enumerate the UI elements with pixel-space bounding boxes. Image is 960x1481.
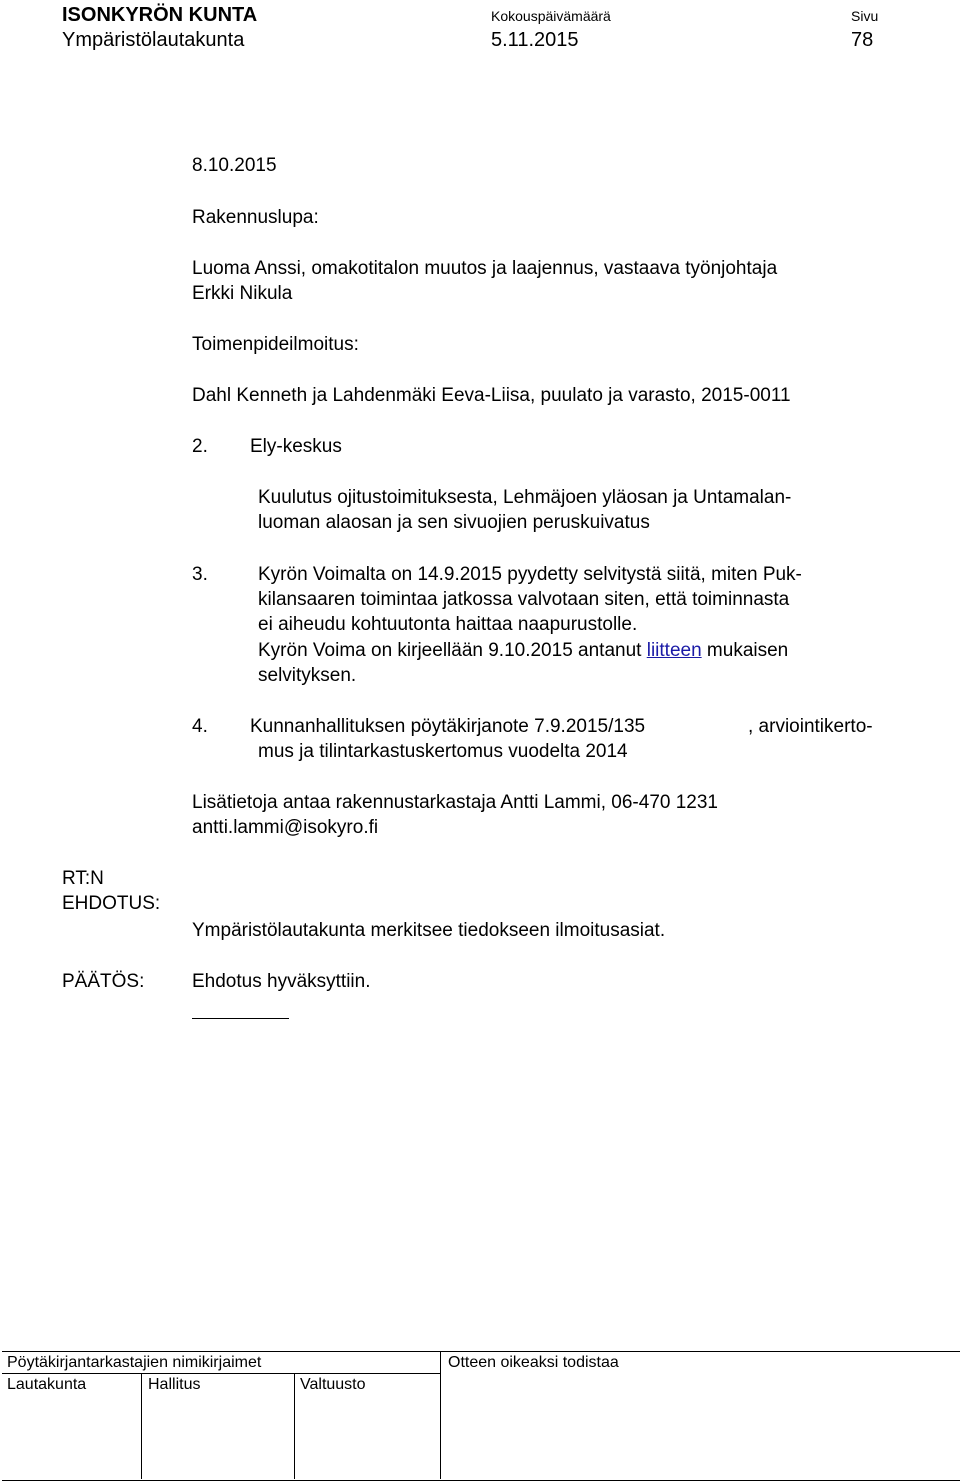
- signatures-heading: Pöytäkirjantarkastajien nimikirjaimet: [7, 1354, 262, 1371]
- certified-heading: Otteen oikeaksi todistaa: [448, 1354, 619, 1371]
- contact-line1: Lisätietoja antaa rakennustarkastaja Antti Lammi, 06-470 1231: [192, 792, 718, 813]
- decision-label: PÄÄTÖS:: [62, 971, 145, 992]
- item2-title: Ely-keskus: [250, 436, 342, 457]
- item3-line3: ei aiheudu kohtuutonta haittaa naapurustolle.: [258, 614, 638, 635]
- notice-text: Dahl Kenneth ja Lahdenmäki Eeva-Liisa, puulato ja varasto, 2015-0011: [192, 385, 791, 406]
- proposal-text: Ympäristölautakunta merkitsee tiedokseen ilmoitusasiat.: [192, 920, 666, 941]
- item4-line1b: , arviointikerto-: [748, 716, 873, 737]
- item4-line1a: Kunnanhallituksen pöytäkirjanote 7.9.2015/135: [250, 716, 646, 737]
- contact-email: antti.lammi@isokyro.fi: [192, 817, 379, 838]
- organization-name: ISONKYRÖN KUNTA: [62, 4, 258, 26]
- item4-line2: mus ja tilintarkastuskertomus vuodelta 2014: [258, 741, 628, 762]
- attachment-link[interactable]: liitteen: [646, 640, 702, 661]
- end-rule: [192, 1018, 289, 1019]
- signature-footer: [2, 1351, 960, 1481]
- proposal-label-line1: RT:N: [62, 868, 104, 889]
- page-label: Sivu: [851, 8, 879, 24]
- item2-line2: luoman alaosan ja sen sivuojien peruskuivatus: [258, 512, 650, 533]
- decision-text: Ehdotus hyväksyttiin.: [192, 971, 371, 992]
- item2-line1: Kuulutus ojitustoimituksesta, Lehmäjoen yläosan ja Untamalan-: [258, 487, 792, 508]
- meeting-date-label: Kokouspäivämäärä: [491, 8, 611, 24]
- item3-line4-text-before: Kyrön Voima on kirjeellään 9.10.2015 antanut: [258, 640, 642, 661]
- committee-name: Ympäristölautakunta: [62, 29, 245, 51]
- date-line: 8.10.2015: [192, 155, 277, 176]
- footer-col-council: Valtuusto: [300, 1376, 366, 1393]
- proposal-label-line2: EHDOTUS:: [62, 893, 161, 914]
- footer-col-government: Hallitus: [148, 1376, 201, 1393]
- page-number: 78: [851, 29, 874, 51]
- footer-divider-col1: [141, 1373, 142, 1479]
- meeting-date: 5.11.2015: [491, 29, 579, 51]
- footer-divider-main: [440, 1352, 441, 1479]
- footer-divider-horizontal: [2, 1373, 440, 1374]
- item4-number: 4.: [192, 716, 208, 737]
- footer-col-board: Lautakunta: [7, 1376, 87, 1393]
- item3-number: 3.: [192, 564, 208, 585]
- item3-line4-text-after: mukaisen: [706, 640, 789, 661]
- footer-divider-col2: [294, 1373, 295, 1479]
- permit-text-line1: Luoma Anssi, omakotitalon muutos ja laajennus, vastaava työnjohtaja: [192, 258, 778, 279]
- item2-number: 2.: [192, 436, 208, 457]
- permit-text-line2: Erkki Nikula: [192, 283, 293, 304]
- permit-heading: Rakennuslupa:: [192, 207, 319, 228]
- item3-line4: [258, 640, 788, 662]
- notice-heading: Toimenpideilmoitus:: [192, 334, 359, 355]
- item3-line1: Kyrön Voimalta on 14.9.2015 pyydetty selvitystä siitä, miten Puk-: [258, 564, 802, 585]
- item3-line2: kilansaaren toimintaa jatkossa valvotaan siten, että toiminnasta: [258, 589, 790, 610]
- item3-line5: selvityksen.: [258, 665, 357, 686]
